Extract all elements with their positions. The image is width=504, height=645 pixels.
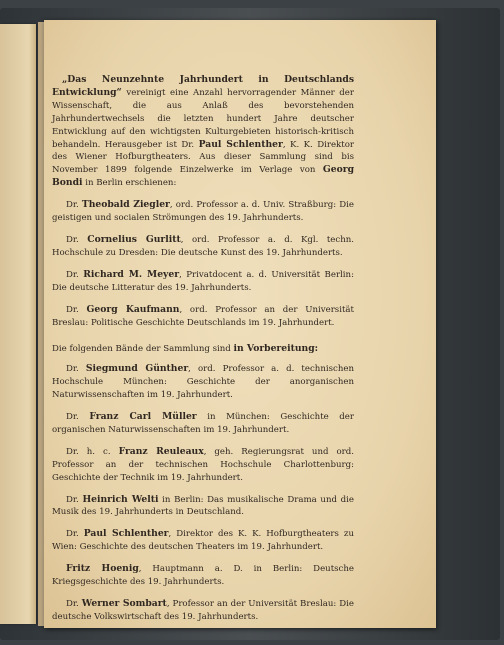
volume-entry [52,199,354,225]
author-name: Georg Kaufmann [86,303,180,315]
volume-entry [52,304,354,330]
volume-entry [52,494,354,520]
volume-description: in München: Geschichte der organischen Naturwissenschaften im 19. Jahrhundert. [52,412,355,435]
page-text [52,74,354,633]
author-prefix: Dr. [66,304,87,315]
announcement-line [52,343,354,356]
author-name: Siegmund Günther [85,363,189,375]
volume-entry [52,598,354,624]
author-prefix: Dr. [66,494,83,505]
volume-description: , Professor an der Universität Breslau: Die deutsche Volkswirtschaft des 19. Jahrhunderts. [52,599,354,622]
volume-description: , ord. Professor a. d. Kgl. techn. Hochschule zu Dresden: Die deutsche Kunst des 19. Jahrhunderts. [52,234,354,258]
author-name: Heinrich Welti [82,493,159,505]
editor-name: Paul Schlenther [198,138,283,150]
volume-entry [52,411,354,437]
intro-paragraph [52,74,354,190]
volume-description: , geh. Regierungsrat und ord. Professor an der technischen Hochschule Charlottenburg: Geschichte der Technik im 19. Jahrhundert. [52,446,355,483]
announcement-bold: in Vorbereitung: [233,343,319,355]
author-prefix: Dr. [66,599,82,609]
author-prefix: Dr. [66,269,84,280]
volume-entry [52,446,354,485]
volume-entry [52,563,354,589]
author-name: Cornelius Gurlitt [87,233,181,245]
author-name: Richard M. Meyer [83,268,180,280]
intro-text-2: , K. K. Direktor des Wiener Hofburgtheaters. Aus dieser Sammlung sind bis November 1899 folgende Einzelwerke im Verlage von [52,139,354,176]
author-name: Franz Reuleaux [118,445,204,457]
intro-text-3: in Berlin erschienen: [82,178,177,189]
volume-description: , ord. Professor an der Universität Breslau: Politische Geschichte Deutschlands im 19. Jahrhundert. [52,304,354,328]
upcoming-list [52,363,354,624]
author-name: Theobald Ziegler [81,199,170,211]
author-prefix: Dr. [66,200,82,211]
volume-description: , Direktor des K. K. Hofburgtheaters zu Wien: Geschichte des deutschen Theaters im 19. Jahrhundert. [52,529,354,553]
author-name: Paul Schlenther [83,528,169,540]
volume-description: , ord. Professor a. d. Univ. Straßburg: Die geistigen und socialen Strömungen des 19. Jahrhunderts. [52,200,355,224]
published-list [52,199,354,329]
announcement-text: Die folgenden Bände der Sammlung sind [52,344,234,355]
volume-description: in Berlin: Das musikalische Drama und die Musik des 19. Jahrhunderts in Deutschland. [52,494,354,518]
series-title: „Das Neunzehnte Jahrhundert in Deutschlands Entwicklung“ [52,74,354,98]
volume-entry [52,528,354,554]
author-prefix: Dr. h. c. [66,446,119,457]
publisher-name: Georg Bondi [52,164,354,189]
author-name: Franz Carl Müller [89,411,197,423]
volume-description: , Privatdocent a. d. Universität Berlin: Die deutsche Litteratur des 19. Jahrhunderts. [52,269,354,293]
intro-text-1: vereinigt eine Anzahl hervorragender Männer der Wissenschaft, die aus Anlaß des bevorstehenden Jahrhundertwechsels die letzten hundert Jahre deutscher Entwicklung auf den wichtigsten Kulturgebieten historisch-kritisch behandeln. Herausgeber ist Dr. [52,87,354,150]
author-prefix: Dr. [66,412,90,423]
volume-entry [52,269,354,295]
volume-description: , ord. Professor a. d. technischen Hochschule München: Geschichte der anorganischen Naturwissenschaften im 19. Jahrhundert. [52,364,354,401]
volume-description: , Hauptmann a. D. in Berlin: Deutsche Kriegsgeschichte des 19. Jahrhunderts. [52,564,354,588]
author-name: Werner Sombart [81,598,167,609]
volume-entry [52,363,354,402]
author-name: Fritz Hoenig [66,563,139,575]
volume-entry [52,234,354,260]
author-prefix: Dr. [66,529,84,540]
author-prefix: Dr. [66,234,88,245]
left-page-edge [0,24,36,624]
author-prefix: Dr. [66,364,86,375]
